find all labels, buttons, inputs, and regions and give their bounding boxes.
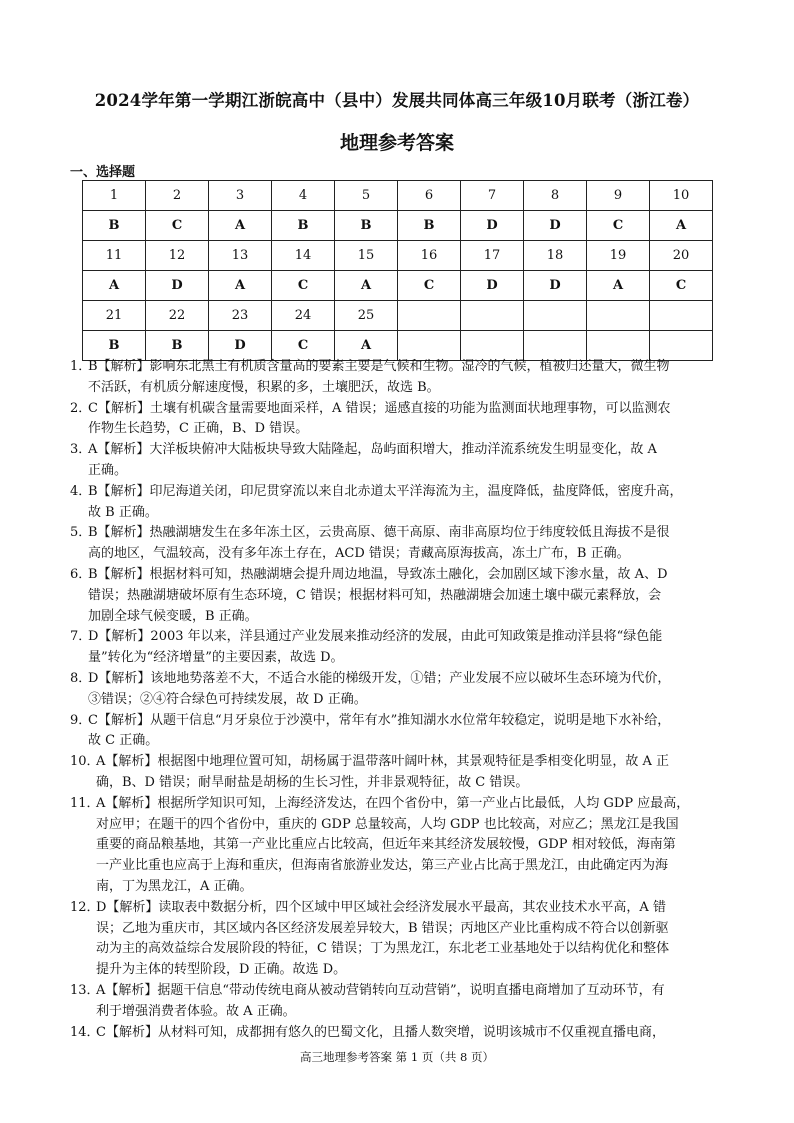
page-footer: 高三地理参考答案 第 1 页（共 8 页）: [300, 1050, 494, 1064]
explanation-line: 提升为主体的转型阶段，D 正确。故选 D。: [96, 962, 347, 978]
question-number-cell: 25: [335, 301, 398, 331]
answer-cell: A: [335, 331, 398, 361]
answer-cell: A: [209, 271, 272, 301]
question-number-cell: 3: [209, 181, 272, 211]
answer-cell: C: [272, 271, 335, 301]
question-number-cell: 18: [524, 241, 587, 271]
explanation-item: [70, 399, 720, 441]
question-number-cell: [650, 301, 713, 331]
explanation-number: 1．: [70, 359, 92, 374]
question-number-cell: 4: [272, 181, 335, 211]
explanation-line: 作物生长趋势，C 正确，B、D 错误。: [88, 421, 309, 437]
question-number-cell: 19: [587, 241, 650, 271]
explanation-line: A【解析】根据所学知识可知，上海经济发达，在四个省份中，第一产业占比最低，人均 GDP 应最高，: [96, 795, 690, 811]
explanation-line: 不活跃，有机质分解速度慢，积累的多，土壤肥沃，故选 B。: [88, 379, 440, 395]
answer-cell: D: [524, 271, 587, 301]
explanation-line: C【解析】土壤有机碳含量需要地面采样，A 错误；遥感直接的功能为监测面状地理事物，可以监测农: [88, 400, 671, 416]
page-subtitle: 地理参考答案: [339, 132, 454, 154]
explanation-item: [70, 794, 720, 898]
explanation-line: C【解析】从题干信息“月牙泉位于沙漠中，常年有水”推知湖水水位常年较稳定，说明是地下水补给，: [88, 712, 671, 728]
explanation-item: [70, 482, 720, 524]
explanation-line: 一产业比重也应高于上海和重庆，但海南省旅游业发达，第三产业占比高于黑龙江，由此确定丙为海: [96, 858, 669, 874]
answer-cell: D: [524, 211, 587, 241]
explanation-item: [70, 752, 720, 794]
explanation-item: [70, 711, 720, 753]
question-number-row: [83, 241, 713, 271]
answer-cell: C: [398, 271, 461, 301]
question-number-cell: 23: [209, 301, 272, 331]
answer-cell: [524, 331, 587, 361]
explanation-line: D【解析】读取表中数据分析，四个区域中甲区域社会经济发展水平最高，其农业技术水平高，A 错: [96, 899, 666, 915]
answer-cell: B: [335, 211, 398, 241]
explanation-line: 动为主的高效益综合发展阶段的特征，C 错误；丁为黑龙江，东北老工业基地处于以结构优化和整体: [96, 941, 670, 957]
question-number-row: [83, 301, 713, 331]
explanation-number: 3．: [70, 442, 92, 458]
explanation-line: 高的地区，气温较高，没有多年冻土存在，ACD 错误；青藏高原海拔高，冻土广布，B 正确。: [88, 546, 630, 562]
explanation-line: C【解析】从材料可知，成都拥有悠久的巴蜀文化，且播人数突增，说明该城市不仅重视直播电商，: [96, 1024, 665, 1040]
explanation-line: ③错误；②④符合绿色可持续发展，故 D 正确。: [88, 691, 367, 707]
answer-cell: D: [146, 271, 209, 301]
explanation-line: 故 B 正确。: [88, 504, 158, 520]
question-number-cell: 21: [83, 301, 146, 331]
question-number-cell: 22: [146, 301, 209, 331]
answer-cell: D: [461, 271, 524, 301]
question-number-cell: [587, 301, 650, 331]
explanation-number: 10．: [70, 754, 100, 770]
explanation-number: 13．: [70, 982, 100, 998]
explanation-item: [70, 565, 720, 627]
question-number-cell: 17: [461, 241, 524, 271]
answer-cell: B: [398, 211, 461, 241]
explanation-line: B【解析】根据材料可知，热融湖塘会提升周边地温，导致冻土融化，会加剧区域下渗水量，故 A、D: [88, 566, 668, 582]
question-number-cell: 11: [83, 241, 146, 271]
question-number-cell: 24: [272, 301, 335, 331]
explanation-line: B【解析】热融湖塘发生在多年冻土区，云贵高原、德干高原、南非高原均位于纬度较低且海拔不是很: [88, 525, 670, 541]
explanation-line: B【解析】影响东北黑土有机质含量高的要素主要是气候和生物。湿冷的气候，植被归还量大，微生物: [88, 359, 670, 374]
answer-cell: [587, 331, 650, 361]
answer-cell: B: [272, 211, 335, 241]
answer-cell: A: [587, 271, 650, 301]
explanation-line: 错误；热融湖塘破坏原有生态环境，C 错误；根据材料可知，热融湖塘会加速土壤中碳元素释放，会: [88, 587, 662, 603]
question-number-cell: 12: [146, 241, 209, 271]
answer-cell: [461, 331, 524, 361]
explanation-line: D【解析】该地地势落差不大，不适合水能的梯级开发，①错；产业发展不应以破坏生态环境为代价，: [88, 670, 671, 686]
question-number-cell: 20: [650, 241, 713, 271]
answer-cell: D: [209, 331, 272, 361]
question-number-cell: 1: [83, 181, 146, 211]
explanation-line: 重要的商品粮基地，其第一产业比重应占比较高，但近年来其经济发展较慢，GDP 相对较低，海南第: [96, 837, 676, 853]
question-number-cell: 5: [335, 181, 398, 211]
answer-table: [82, 180, 713, 361]
explanation-line: 故 C 正确。: [88, 733, 159, 749]
exam-title: 2024学年第一学期江浙皖高中（县中）发展共同体高三年级10月联考（浙江卷）: [94, 91, 700, 110]
question-number-cell: 16: [398, 241, 461, 271]
explanation-line: 正确。: [88, 462, 128, 478]
question-number-cell: 2: [146, 181, 209, 211]
explanation-number: 4．: [70, 483, 92, 499]
question-number-cell: 8: [524, 181, 587, 211]
explanation-number: 7．: [70, 629, 92, 645]
question-number-cell: 13: [209, 241, 272, 271]
explanation-line: 确，B、D 错误；耐旱耐盐是胡杨的生长习性，并非景观特征，故 C 错误。: [96, 774, 529, 790]
explanation-line: 利于增强消费者体验。故 A 正确。: [96, 1003, 296, 1019]
answer-cell: [650, 331, 713, 361]
explanation-line: 加剧全球气候变暖，B 正确。: [88, 608, 258, 624]
explanation-number: 5．: [70, 525, 92, 541]
answer-cell: B: [146, 331, 209, 361]
explanation-line: B【解析】印尼海道关闭，印尼贯穿流以来自北赤道太平洋海流为主，温度降低，盐度降低，密度升高，: [88, 483, 683, 499]
explanation-number: 12．: [70, 899, 100, 915]
explanation-item: [70, 981, 720, 1023]
explanation-item: [70, 898, 720, 981]
question-number-cell: [398, 301, 461, 331]
explanation-line: 误；乙地为重庆市，其区域内各区经济发展差异较大，B 错误；丙地区产业比重构成不符合以创新驱: [96, 920, 669, 936]
question-number-cell: [524, 301, 587, 331]
answer-cell: D: [461, 211, 524, 241]
explanation-item: [70, 440, 720, 482]
answer-cell: A: [335, 271, 398, 301]
answer-cell: C: [650, 271, 713, 301]
question-number-cell: 10: [650, 181, 713, 211]
question-number-cell: 6: [398, 181, 461, 211]
answer-cell: A: [209, 211, 272, 241]
explanation-line: 量”转化为“经济增量”的主要因素，故选 D。: [88, 650, 344, 666]
answer-cell: A: [650, 211, 713, 241]
question-number-row: [83, 181, 713, 211]
explanation-line: D【解析】2003 年以来，洋县通过产业发展来推动经济的发展，由此可知政策是推动洋县将“绿色能: [88, 629, 663, 645]
explanation-line: A【解析】据题干信息“带动传统电商从被动营销转向互动营销”，说明直播电商增加了互动环节，有: [96, 982, 665, 998]
explanation-number: 11．: [70, 795, 100, 811]
question-number-cell: 14: [272, 241, 335, 271]
question-number-cell: [461, 301, 524, 331]
explanation-line: A【解析】大洋板块俯冲大陆板块导致大陆隆起，岛屿面积增大，推动洋流系统发生明显变化，故 A: [88, 442, 657, 458]
answer-row: [83, 331, 713, 361]
explanation-list: [70, 357, 720, 1043]
explanation-number: 14．: [70, 1024, 100, 1040]
answer-cell: B: [83, 331, 146, 361]
explanation-line: 对应甲；在题干的四个省份中，重庆的 GDP 总量较高，人均 GDP 也比较高，对应乙；黑龙江是我国: [96, 816, 679, 832]
answer-cell: C: [587, 211, 650, 241]
answer-cell: C: [272, 331, 335, 361]
explanation-line: A【解析】根据图中地理位置可知，胡杨属于温带落叶阔叶林，其景观特征是季相变化明显，故 A 正: [96, 754, 670, 770]
explanation-item: [70, 357, 720, 399]
answer-cell: C: [146, 211, 209, 241]
explanation-item: [70, 1023, 720, 1044]
answer-cell: B: [83, 211, 146, 241]
answer-row: [83, 211, 713, 241]
explanation-number: 8．: [70, 670, 92, 686]
explanation-item: [70, 669, 720, 711]
explanation-number: 6．: [70, 566, 92, 582]
question-number-cell: 7: [461, 181, 524, 211]
explanation-item: [70, 627, 720, 669]
explanation-number: 2．: [70, 400, 92, 416]
question-number-cell: 9: [587, 181, 650, 211]
answer-cell: [398, 331, 461, 361]
question-number-cell: 15: [335, 241, 398, 271]
explanation-number: 9．: [70, 712, 92, 728]
explanation-line: 南，丁为黑龙江，A 正确。: [96, 878, 253, 894]
answer-row: [83, 271, 713, 301]
explanation-item: [70, 523, 720, 565]
answer-cell: A: [83, 271, 146, 301]
section-heading: 一、选择题: [70, 165, 136, 180]
